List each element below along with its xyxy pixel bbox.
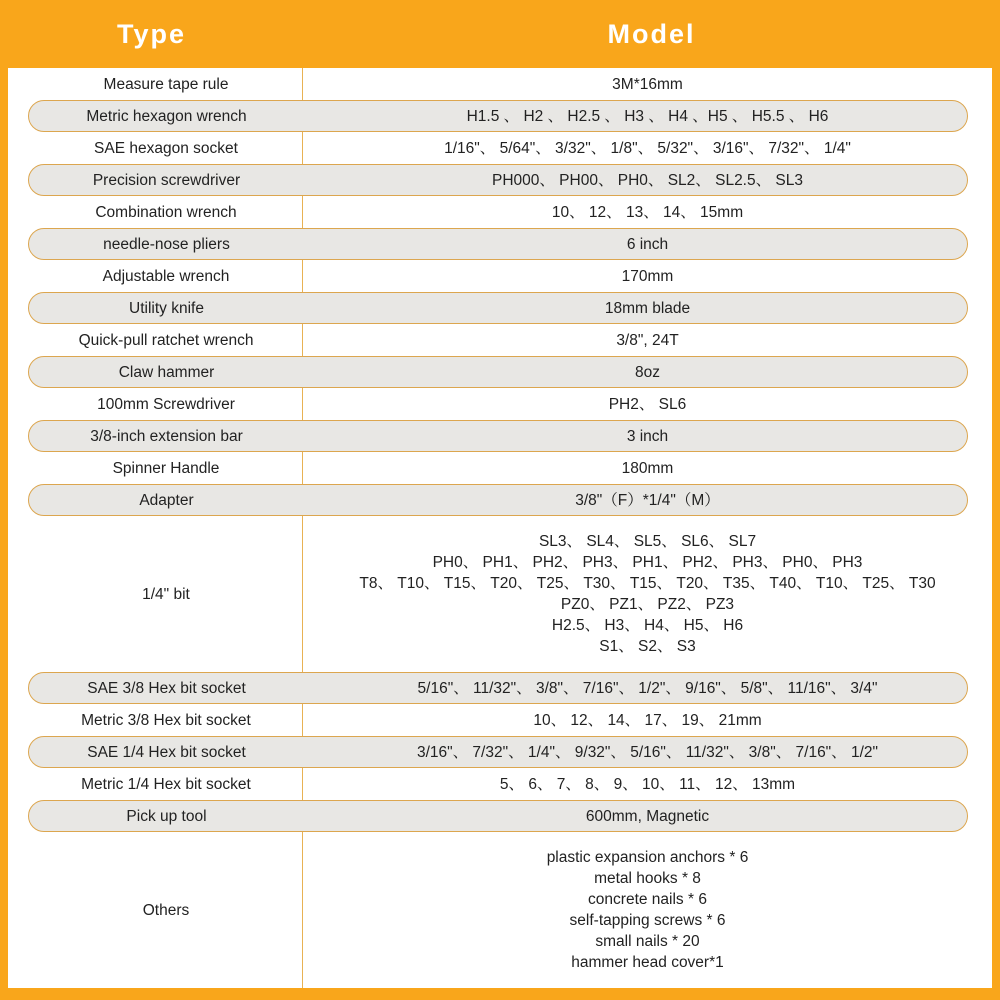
table-row (8, 292, 992, 324)
model-line: 10、 12、 14、 17、 19、 21mm (533, 711, 762, 729)
table-row (8, 420, 992, 452)
type-cell: Adapter (139, 491, 194, 509)
model-line: 3/8", 24T (616, 331, 679, 349)
model-line: 10、 12、 13、 14、 15mm (551, 203, 744, 221)
model-line: S1、 S2、 S3 (599, 638, 696, 655)
model-line: 1/16"、 5/64"、 3/32"、 1/8"、 5/32"、 3/16"、 7/32"、 1/4" (444, 139, 851, 157)
type-cell: Others (8, 832, 303, 988)
table-row (8, 68, 992, 100)
model-cell (303, 132, 992, 164)
model-line: H2.5、 H3、 H4、 H5、 H6 (551, 617, 744, 634)
model-line: 6 inch (626, 235, 669, 253)
table-row (8, 324, 992, 356)
model-line: 18mm blade (604, 299, 691, 317)
model-cell (303, 736, 992, 768)
model-cell (303, 420, 992, 452)
type-cell: Quick-pull ratchet wrench (8, 324, 303, 356)
model-line: PZ0、 PZ1、 PZ2、 PZ3 (560, 596, 735, 613)
table-row (8, 452, 992, 484)
model-cell (303, 484, 992, 516)
table-row (8, 132, 992, 164)
column-header-model: Model (607, 18, 696, 49)
model-cell (303, 672, 992, 704)
table-row (8, 196, 992, 228)
model-line: T8、 T10、 T15、 T20、 T25、 T30、 T15、 T20、 T35、 T40、 T10、 T25、 T30 (359, 575, 936, 592)
table-row (8, 228, 992, 260)
model-line: 180mm (621, 459, 674, 477)
model-line: 8oz (635, 363, 660, 381)
type-cell: SAE hexagon socket (8, 132, 303, 164)
type-cell: needle-nose pliers (103, 235, 230, 253)
model-line: 3 inch (626, 427, 669, 445)
type-cell: Metric hexagon wrench (86, 107, 247, 125)
model-cell (303, 768, 992, 800)
type-cell: Utility knife (129, 299, 204, 317)
model-line: hammer head cover*1 (571, 954, 724, 971)
model-line: SL3、 SL4、 SL5、 SL6、 SL7 (538, 533, 757, 550)
type-cell: 1/4" bit (8, 516, 303, 672)
table-row (8, 672, 992, 704)
type-cell: Metric 1/4 Hex bit socket (8, 768, 303, 800)
model-line: small nails * 20 (595, 933, 700, 950)
table-row (8, 736, 992, 768)
table-row (8, 260, 992, 292)
model-cell (303, 388, 992, 420)
type-cell: 100mm Screwdriver (8, 388, 303, 420)
type-cell: SAE 1/4 Hex bit socket (87, 743, 246, 761)
table-header (0, 0, 1000, 68)
model-cell (303, 100, 992, 132)
model-line: 170mm (621, 267, 674, 285)
model-line: 3/16"、 7/32"、 1/4"、 9/32"、 5/16"、 11/32"、 3/8"、 7/16"、 1/2" (416, 743, 879, 761)
model-cell (303, 228, 992, 260)
table-row (8, 484, 992, 516)
model-cell (303, 68, 992, 100)
type-cell: Metric 3/8 Hex bit socket (8, 704, 303, 736)
table-row (8, 768, 992, 800)
model-cell (303, 196, 992, 228)
model-line: H1.5 、 H2 、 H2.5 、 H3 、 H4 、H5 、 H5.5 、 H6 (466, 107, 829, 125)
table-row (8, 832, 992, 988)
model-line: 3/8"（F）*1/4"（M） (575, 491, 720, 509)
model-line: 5、 6、 7、 8、 9、 10、 11、 12、 13mm (499, 775, 796, 793)
model-line: metal hooks * 8 (594, 870, 701, 887)
column-header-type: Type (116, 18, 186, 49)
model-line: plastic expansion anchors * 6 (546, 849, 749, 866)
table-row (8, 800, 992, 832)
table-row (8, 516, 992, 672)
model-cell (303, 704, 992, 736)
model-cell (303, 356, 992, 388)
type-cell: Precision screwdriver (92, 171, 241, 189)
table-row (8, 388, 992, 420)
table-row (8, 356, 992, 388)
model-line: PH0、 PH1、 PH2、 PH3、 PH1、 PH2、 PH3、 PH0、 PH3 (432, 554, 863, 571)
model-cell (303, 452, 992, 484)
model-line: self-tapping screws * 6 (569, 912, 726, 929)
type-cell: Adjustable wrench (8, 260, 303, 292)
model-cell (303, 516, 992, 672)
type-cell: Spinner Handle (8, 452, 303, 484)
model-cell (303, 324, 992, 356)
table-row (8, 100, 992, 132)
table-body (8, 68, 992, 988)
model-line: 3M*16mm (612, 75, 683, 93)
model-cell (303, 260, 992, 292)
type-cell: Measure tape rule (8, 68, 303, 100)
model-cell (303, 164, 992, 196)
type-cell: Combination wrench (8, 196, 303, 228)
model-cell (303, 832, 992, 988)
type-cell: 3/8-inch extension bar (90, 427, 243, 445)
type-cell: Pick up tool (126, 807, 207, 825)
table-row (8, 164, 992, 196)
model-line: PH000、 PH00、 PH0、 SL2、 SL2.5、 SL3 (491, 171, 803, 189)
model-line: 600mm, Magnetic (585, 807, 710, 825)
type-cell: SAE 3/8 Hex bit socket (87, 679, 246, 697)
table-row (8, 704, 992, 736)
model-cell (303, 800, 992, 832)
type-cell: Claw hammer (118, 363, 215, 381)
model-line: concrete nails * 6 (588, 891, 707, 908)
model-line: PH2、 SL6 (608, 395, 687, 413)
model-cell (303, 292, 992, 324)
model-line: 5/16"、 11/32"、 3/8"、 7/16"、 1/2"、 9/16"、 5/8"、 11/16"、 3/4" (417, 679, 878, 697)
